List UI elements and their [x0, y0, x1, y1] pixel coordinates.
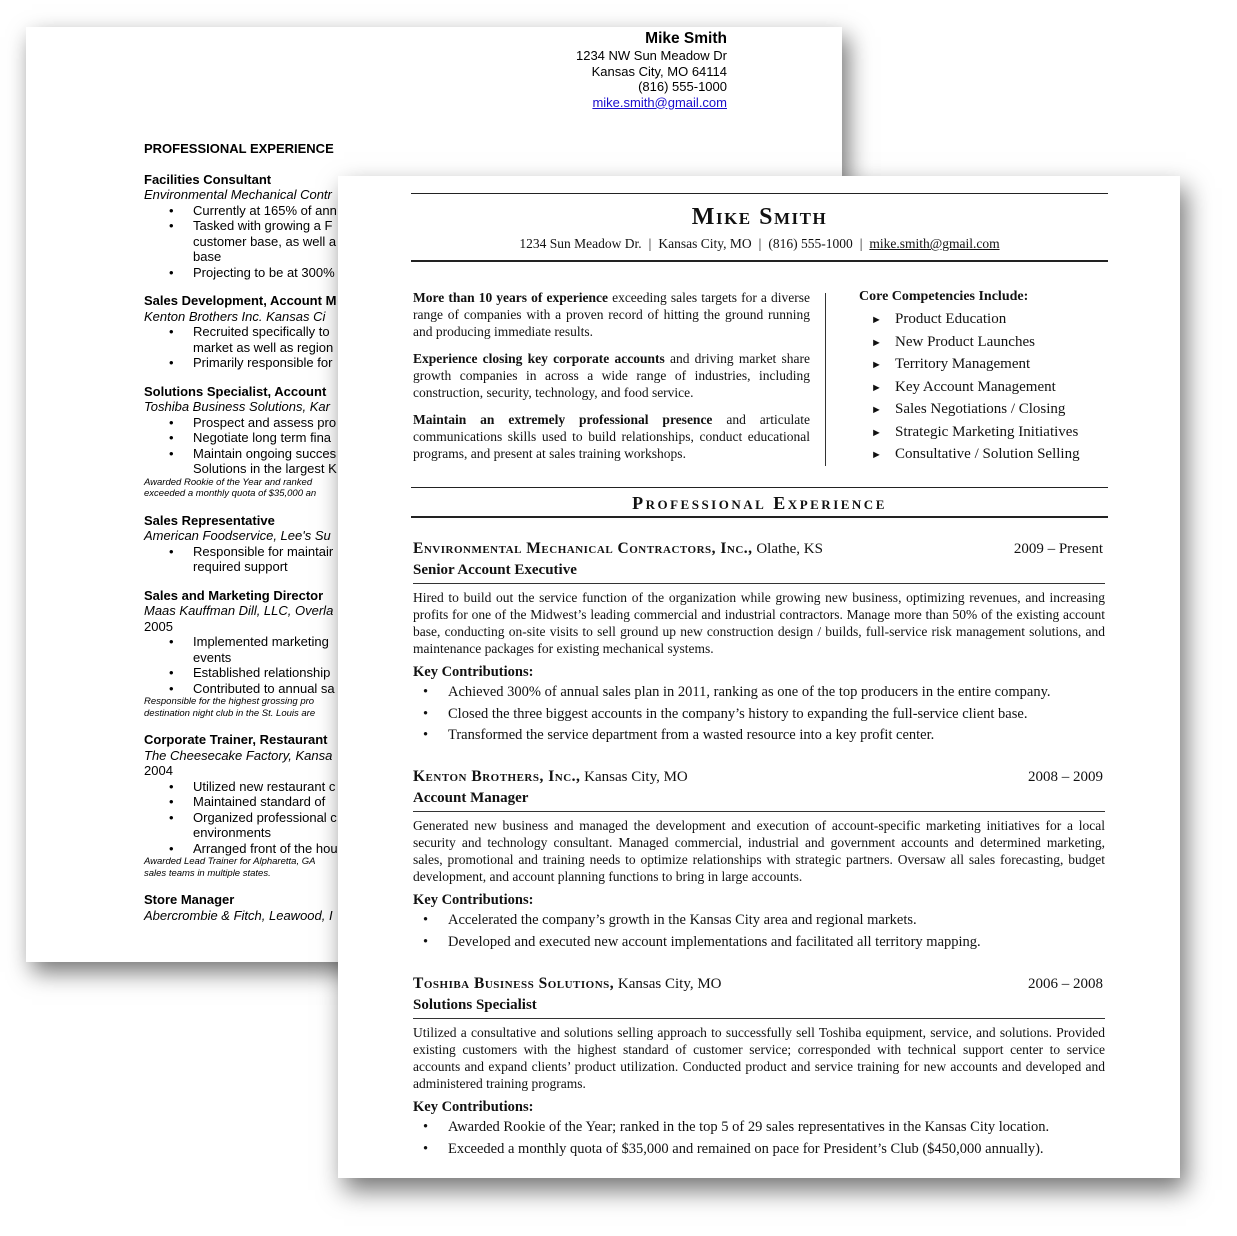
competency-label: Product Education: [895, 311, 1007, 327]
old-job-year: 2004: [144, 763, 173, 778]
old-job-bullet: • Established relationship: [193, 665, 464, 681]
summary-text: and driving market share growth companies in across a wide range of industries, including construction, security, technology, and food service.: [413, 351, 810, 400]
job-location: Kansas City, MO: [580, 769, 688, 785]
contribution-item: • Closed the three biggest accounts in the company’s history to expanding the full-service client base.: [413, 704, 1105, 726]
contact-email-link[interactable]: mike.smith@gmail.com: [869, 236, 1000, 251]
old-job-note: sales teams in multiple states.: [144, 867, 271, 879]
old-job-company: The Cheesecake Factory, Kansa: [144, 747, 333, 763]
job-header: [413, 974, 1105, 994]
summary-divider: [825, 293, 826, 466]
old-job-bullet-cont: required support: [193, 559, 288, 574]
summary-highlight: Maintain an extremely professional presence: [413, 412, 713, 427]
arrow-bullet-icon: ►: [871, 314, 882, 326]
old-job-title: Sales Development, Account M: [144, 293, 337, 308]
old-job-bullet: • Currently at 165% of ann: [193, 203, 464, 219]
contribution-item: • Transformed the service department from a wasted resource into a key profit center.: [413, 725, 1105, 747]
old-job-bullet-cont: environments: [193, 825, 272, 840]
section-top-rule: [411, 487, 1108, 488]
old-job-bullet: • Tasked with growing a F: [193, 218, 464, 234]
old-job-title: Sales and Marketing Director: [144, 587, 324, 603]
old-job-note: Awarded Lead Trainer for Alpharetta, GA: [144, 856, 316, 867]
old-job-company: American Foodservice, Lee's Su: [144, 528, 331, 543]
old-job-bullet-cont: customer base, as well a: [193, 233, 337, 249]
old-job-bullet: • Utilized new restaurant c: [193, 779, 464, 795]
key-contributions-label: Key Contributions:: [413, 892, 534, 908]
job-company: Toshiba Business Solutions,: [413, 975, 615, 992]
competency-item: [859, 331, 1139, 354]
arrow-bullet-icon: ►: [871, 359, 882, 371]
old-job-bullet-cont: events: [193, 649, 232, 665]
contact-city: Kansas City, MO: [658, 236, 752, 251]
contact-separator: |: [758, 236, 762, 251]
competency-label: Territory Management: [895, 356, 1031, 372]
old-job-company: Kenton Brothers Inc. Kansas Ci: [144, 308, 326, 324]
old-job-bullet-cont: market as well as region: [193, 339, 334, 355]
old-job-company: Maas Kauffman Dill, LLC, Overla: [144, 603, 334, 618]
old-job-bullet: • Prospect and assess pro: [193, 415, 464, 431]
old-job-title: Sales Representative: [144, 512, 275, 528]
summary-paragraph: [413, 289, 810, 340]
contribution-item: • Developed and executed new account implementations and facilitated all territory mapping.: [413, 932, 1105, 954]
old-job-title: Store Manager: [144, 892, 235, 907]
old-job-bullet: • Contributed to annual sa: [193, 681, 464, 697]
job-rule: [413, 583, 1105, 584]
contact-phone: (816) 555-1000: [768, 236, 853, 251]
old-job-company: Environmental Mechanical Contr: [144, 187, 332, 202]
arrow-bullet-icon: ►: [871, 381, 882, 394]
summary-highlight: More than 10 years of experience: [413, 290, 608, 305]
contribution-item: • Accelerated the company’s growth in the Kansas City area and regional markets.: [413, 910, 1105, 932]
job-location: Kansas City, MO: [614, 976, 722, 992]
old-job-title: Corporate Trainer, Restaurant: [144, 732, 328, 747]
arrow-bullet-icon: ►: [871, 426, 882, 439]
contact-address: 1234 Sun Meadow Dr.: [519, 236, 642, 251]
competency-item: [859, 443, 1139, 466]
job-rule: [413, 1018, 1105, 1019]
header-rule: [411, 260, 1108, 262]
old-job-bullet: • Arranged front of the hou: [193, 841, 464, 857]
old-resume-email-link[interactable]: mike.smith@gmail.com: [592, 94, 727, 110]
job-header: [413, 539, 1105, 559]
old-job-bullet: • Maintain ongoing succes: [193, 446, 464, 462]
competency-label: Consultative / Solution Selling: [895, 446, 1080, 462]
job-entry: [413, 767, 1105, 953]
old-job-note: Responsible for the highest grossing pro: [144, 696, 315, 707]
job-dates: 2006 – 2008: [1028, 976, 1103, 992]
job-dates: 2008 – 2009: [1028, 769, 1103, 785]
old-job-note: Awarded Rookie of the Year and ranked: [144, 476, 313, 488]
job-role: Senior Account Executive: [413, 562, 577, 578]
summary-highlight: Experience closing key corporate accounts: [413, 351, 665, 366]
old-job-year: 2005: [144, 618, 173, 634]
old-job-title: Solutions Specialist, Account: [144, 383, 327, 399]
old-job-bullet: • Organized professional c: [193, 810, 464, 826]
old-resume-section-title: PROFESSIONAL EXPERIENCE: [144, 141, 334, 156]
old-job-bullet: • Responsible for maintair: [193, 544, 464, 560]
job-entry: [413, 539, 1105, 747]
old-job-bullet: • Negotiate long term fina: [193, 430, 464, 446]
old-job-bullet: • Maintained standard of: [193, 794, 464, 810]
old-job-company: Toshiba Business Solutions, Kar: [144, 399, 330, 414]
contribution-item: • Exceeded a monthly quota of $35,000 and remained on pace for President’s Club ($450,000 annually).: [413, 1139, 1105, 1161]
arrow-bullet-icon: ►: [871, 404, 882, 416]
competency-label: Key Account Management: [895, 378, 1056, 395]
job-header: [413, 767, 1105, 787]
old-job-bullet: • Implemented marketing: [193, 634, 464, 650]
competency-label: New Product Launches: [895, 333, 1035, 350]
competencies-heading: Core Competencies Include:: [859, 289, 1029, 304]
new-resume-page: [338, 176, 1180, 1178]
competency-item: [859, 308, 1139, 331]
old-resume-phone: (816) 555-1000: [638, 79, 727, 94]
arrow-bullet-icon: ►: [871, 336, 882, 349]
old-job-title: Facilities Consultant: [144, 171, 272, 187]
section-bottom-rule: [411, 516, 1108, 518]
key-contributions-label: Key Contributions:: [413, 664, 534, 680]
competency-item: [859, 398, 1139, 421]
competency-label: Strategic Marketing Initiatives: [895, 423, 1079, 440]
summary-block: [413, 289, 810, 472]
contact-separator: |: [648, 236, 652, 251]
competency-item: [859, 376, 1139, 399]
job-role: Account Manager: [413, 790, 529, 806]
key-contributions-label: Key Contributions:: [413, 1099, 534, 1115]
summary-paragraph: [413, 350, 810, 401]
old-job-bullet: • Primarily responsible for: [193, 355, 464, 371]
old-job-bullet-cont: Solutions in the largest K: [193, 461, 337, 476]
summary-paragraph: [413, 411, 810, 462]
old-job-note: destination night club in the St. Louis are: [144, 707, 316, 719]
old-job-company: Abercrombie & Fitch, Leawood, I: [144, 907, 333, 923]
core-competencies: [859, 289, 1139, 466]
job-description: Hired to build out the service function of the organization while growing new business, optimizing revenues, and increasing profits for one of the Midwest’s leading commercial and industrial contractors. Manage more than 50% of the existing account base, conducting on-site visits to sell ground up new construction design / builds, full-service risk management solutions, and maintenance packages for existing mechanical systems.: [413, 590, 1105, 656]
job-rule: [413, 811, 1105, 812]
old-job-bullet-cont: base: [193, 249, 222, 264]
job-location: Olathe, KS: [752, 541, 823, 557]
job-description: Generated new business and managed the development and execution of account-specific marketing initiatives for a local security and technology consultant. Managed commercial, industrial and government accounts and determined marketing, sales, promotional and training needs to optimize relationships with strategic partners. Oversaw all sales forecasting, budget development, and account planning functions to bring in large accounts.: [413, 818, 1105, 884]
resume-name: Mike Smith: [691, 204, 828, 230]
contribution-item: • Achieved 300% of annual sales plan in 2011, ranking as one of the top producers in the entire company.: [413, 682, 1105, 704]
contact-line: [411, 236, 1108, 252]
competency-item: [859, 421, 1139, 444]
old-job-bullet: • Recruited specifically to: [193, 324, 464, 340]
job-description: Utilized a consultative and solutions selling approach to successfully sell Toshiba equipment, service, and solutions. Provided existing customers with the highest standard of customer service; corresponded with technical support center to service accounts and expand clients’ product utilization. Conducted product and service training for new accounts and developed and administered training programs.: [413, 1025, 1105, 1091]
summary-text: and articulate communications skills used to build relationships, conduct educational programs, and present at sales training workshops.: [413, 412, 810, 461]
old-job-note: exceeded a monthly quota of $35,000 an: [144, 488, 317, 499]
old-resume-name: Mike Smith: [645, 30, 727, 47]
old-resume-address: 1234 NW Sun Meadow Dr: [575, 48, 727, 63]
competency-item: [859, 353, 1139, 376]
section-title: Professional Experience: [632, 493, 887, 513]
summary-text: exceeding sales targets for a diverse range of companies with a proven record of hitting the ground running and producing immediate results.: [413, 290, 811, 339]
old-resume-city: Kansas City, MO 64114: [591, 63, 727, 79]
contact-separator: |: [859, 236, 863, 251]
job-company: Kenton Brothers, Inc.,: [413, 768, 581, 785]
top-rule: [411, 193, 1108, 194]
old-resume-header: [576, 30, 727, 110]
competency-label: Sales Negotiations / Closing: [895, 401, 1066, 417]
old-job-bullet: • Projecting to be at 300%: [193, 265, 464, 281]
arrow-bullet-icon: ►: [871, 449, 882, 461]
job-dates: 2009 – Present: [1013, 541, 1103, 557]
contribution-item: • Awarded Rookie of the Year; ranked in the top 5 of 29 sales representatives in the Kansas City location.: [413, 1117, 1105, 1139]
job-entry: [413, 974, 1105, 1160]
job-company: Environmental Mechanical Contractors, Inc.,: [413, 540, 753, 557]
job-role: Solutions Specialist: [413, 997, 537, 1013]
